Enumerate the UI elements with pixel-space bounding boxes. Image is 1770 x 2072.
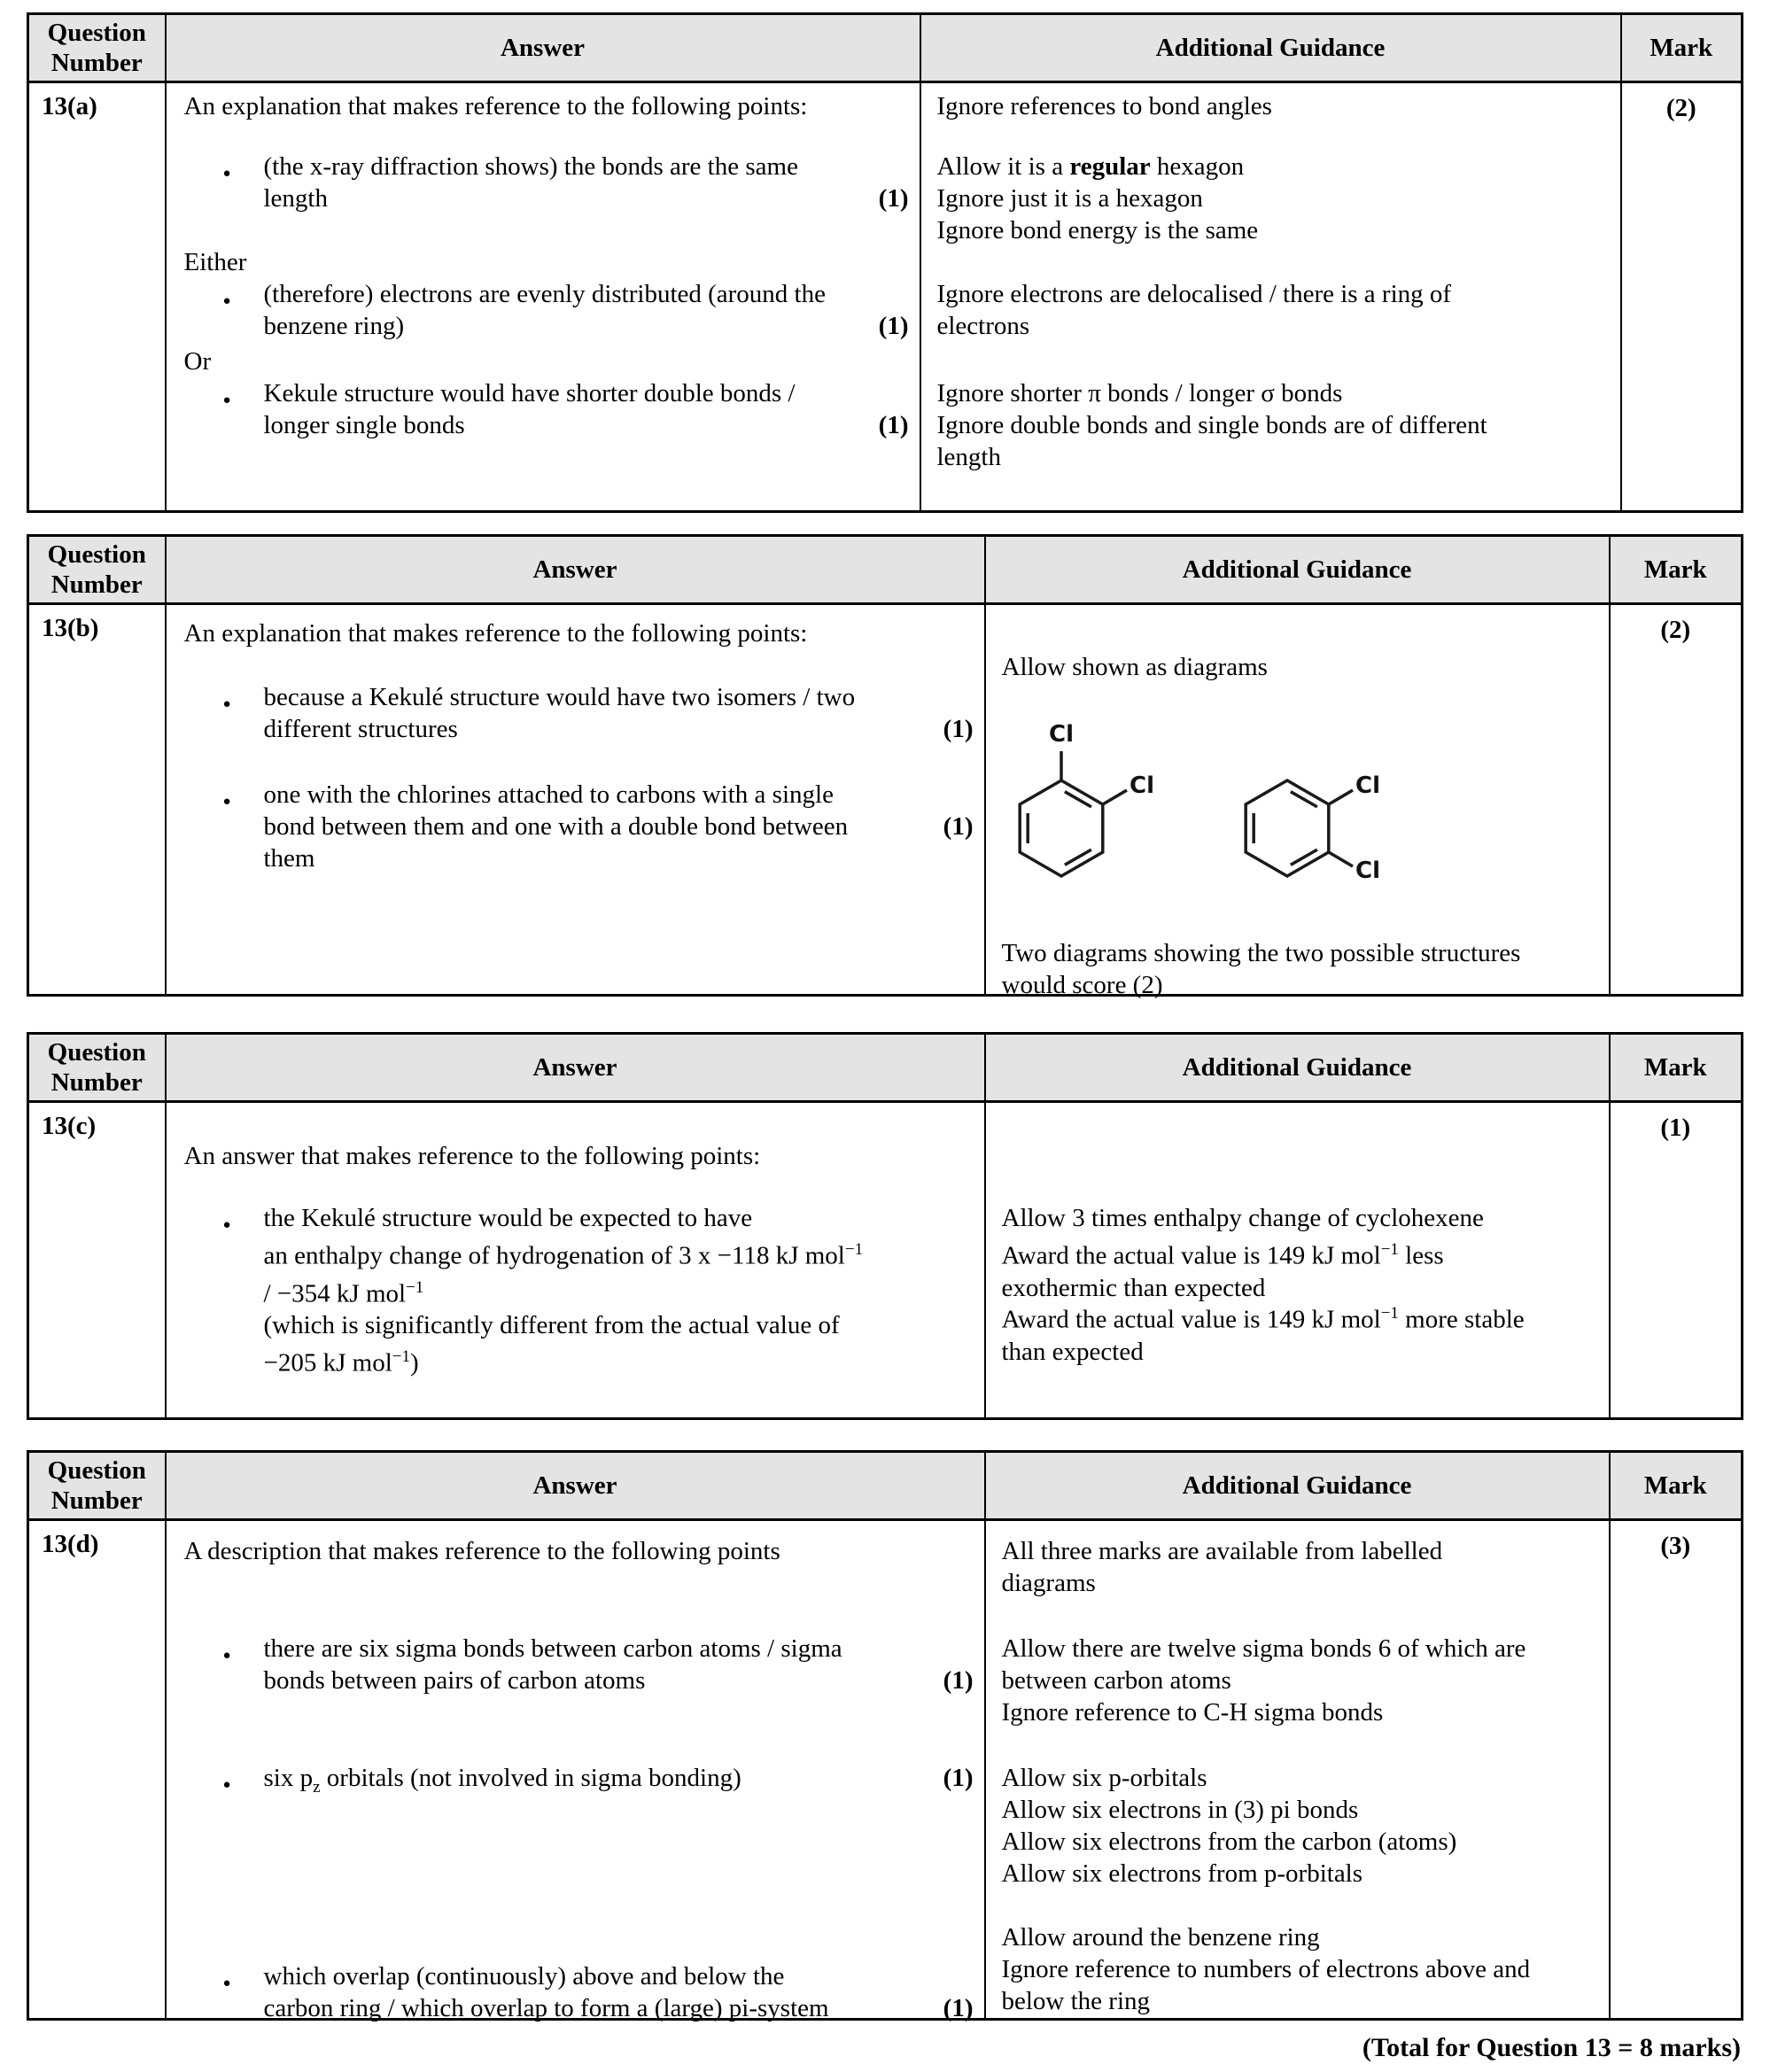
bullet-item [223,151,798,214]
point-mark: (1) [943,812,974,841]
table-13d-body-row [28,1520,1743,2020]
guidance-cell [920,82,1621,512]
question-number-cell [28,1102,166,1419]
guidance-line: Allow six p-orbitals [1001,1764,1207,1792]
point-mark: (1) [943,1666,974,1695]
guidance-line: Ignore references to bond angles [936,92,1272,120]
table-13c [27,1032,1743,1420]
guidance-line: Allow it is a regular hexagon [936,152,1245,181]
table-13c-header-row [28,1034,1743,1102]
table-13b-body-row [28,604,1743,996]
kekule-structure-2 [1246,772,1380,884]
bullet-dot-icon: ● [222,1976,231,1991]
col-header-question-number: Question Number [28,1452,166,1520]
answer-intro: An explanation that makes reference to the following points: [183,619,808,648]
bullet-text: six $p_z$ orbitals (not involved in sigma bonding) [263,1764,741,1797]
col-header-mark: Mark [1610,1034,1743,1102]
mark-value: (2) [1660,616,1691,644]
col-header-answer: Answer [166,1452,985,1520]
table-13b [27,534,1743,997]
table-13a-body-row [28,82,1743,512]
bullet-dot-icon: ● [222,167,231,181]
bullet-text: (the x-ray diffraction shows) the bonds are the same length [263,152,798,213]
bullet-item [223,1633,842,1696]
mark-cell [1610,1520,1743,2020]
bullet-text: Kekule structure would have shorter double bonds / longer single bonds [263,379,796,439]
question-number-cell [28,82,166,512]
point-mark: (1) [878,184,909,213]
guidance-line: Award the actual value is 149 kJ mol$^{-1}$ more stable than expected [1001,1304,1525,1366]
guidance-line: Allow there are twelve sigma bonds 6 of which are between carbon atoms [1001,1634,1526,1695]
bullet-item [223,377,796,441]
mark-value: (1) [1660,1114,1691,1142]
either-label: Either [183,248,247,276]
cl-label: Cl [1355,858,1380,884]
col-header-mark: Mark [1610,1452,1743,1520]
point-mark: (1) [878,312,909,340]
guidance-cell [985,604,1610,999]
bullet-text: because a Kekulé structure would have two isomers / two different structures [263,683,856,743]
mark-value: (3) [1660,1532,1691,1560]
question-number: 13(b) [42,614,99,642]
bullet-text: one with the chlorines attached to carbons with a single bond between them and one with a double bond between them [263,780,849,873]
bullet-dot-icon: ● [222,697,231,711]
bullet-dot-icon: ● [222,294,231,308]
col-header-mark: Mark [1621,14,1743,82]
col-header-additional-guidance: Additional Guidance [920,14,1621,82]
kekule-structure-1 [1020,721,1154,876]
col-header-answer: Answer [166,1034,985,1102]
question-number: 13(c) [42,1112,97,1140]
col-header-mark: Mark [1610,536,1743,604]
point-mark: (1) [943,715,974,743]
table-13d [27,1450,1743,2021]
col-header-question-number: Question Number [28,536,166,604]
col-header-question-number: Question Number [28,1034,166,1102]
bullet-dot-icon: ● [222,1649,231,1663]
question-number: 13(d) [42,1530,99,1558]
guidance-line: Allow six electrons from the carbon (atoms) [1001,1828,1457,1856]
guidance-line: Ignore reference to numbers of electrons above and below the ring [1001,1955,1531,2015]
question-number: 13(a) [42,92,97,120]
guidance-line: Allow shown as diagrams [1001,653,1268,681]
guidance-line: Allow 3 times enthalpy change of cyclohexene [1001,1204,1484,1232]
answer-cell [166,1102,985,1419]
table-13b-header-row [28,536,1743,604]
bullet-text: the Kekulé structure would be expected to have an enthalpy change of hydrogenation of 3 x −118 kJ mol$^{-1}$ / −354 kJ mol$^{-1}$ (which is significantly different from the actual value of −205 kJ mol$^{-1}$) [263,1204,864,1377]
answer-cell [166,604,985,996]
guidance-line: Ignore shorter π bonds / longer σ bonds [936,379,1343,407]
bullet-item [223,1960,829,2024]
guidance-line: Ignore just it is a hexagon [936,184,1203,213]
col-header-additional-guidance: Additional Guidance [985,536,1610,604]
answer-intro: A description that makes reference to the following points [183,1537,780,1565]
bullet-item [223,681,856,745]
bullet-dot-icon: ● [222,795,231,809]
answer-cell [166,82,920,512]
bullet-dot-icon: ● [222,1778,231,1792]
guidance-line: Allow six electrons from p-orbitals [1001,1859,1363,1888]
dichlorobenzene-isomers-diagram [995,713,1491,887]
bullet-item [223,278,827,342]
point-mark: (1) [943,1994,974,2022]
question-total: (Total for Question 13 = 8 marks) [1362,2033,1741,2062]
point-mark: (1) [878,411,909,439]
cl-label: Cl [1355,772,1380,799]
answer-intro: An answer that makes reference to the following points: [183,1142,761,1170]
cl-label: Cl [1129,772,1154,799]
mark-cell [1610,604,1743,996]
guidance-line: All three marks are available from labelled diagrams [1001,1537,1443,1597]
table-13c-body-row [28,1102,1743,1419]
bullet-text: there are six sigma bonds between carbon atoms / sigma bonds between pairs of carbon atoms [263,1634,842,1695]
guidance-line: Award the actual value is 149 kJ mol$^{-1}$ less exothermic than expected [1001,1240,1444,1302]
mark-cell [1610,1102,1743,1419]
guidance-cell [985,1520,1610,2020]
table-13a-header-row [28,14,1743,82]
table-13d-header-row [28,1452,1743,1520]
bullet-item [223,779,849,874]
col-header-additional-guidance: Additional Guidance [985,1452,1610,1520]
col-header-question-number: Question Number [28,14,166,82]
bullet-dot-icon: ● [222,1218,231,1232]
cl-label: Cl [1048,721,1074,748]
bullet-item [223,1202,864,1379]
col-header-answer: Answer [166,536,985,604]
table-13a [27,12,1743,513]
point-mark: (1) [943,1764,974,1792]
or-label: Or [183,347,212,376]
guidance-cell [985,1102,1610,1419]
bullet-text: which overlap (continuously) above and below the carbon ring / which overlap to form a (large) pi-system [263,1962,829,2022]
guidance-line: Two diagrams showing the two possible structures would score (2) [1001,939,1521,999]
guidance-line: Allow around the benzene ring [1001,1923,1320,1952]
guidance-line: Ignore bond energy is the same [936,216,1259,244]
guidance-line: Allow six electrons in (3) pi bonds [1001,1796,1359,1824]
answer-cell [166,1520,985,2020]
bullet-dot-icon: ● [222,393,231,407]
guidance-line: Ignore reference to C-H sigma bonds [1001,1698,1384,1727]
mark-value: (2) [1665,94,1696,122]
guidance-line: Ignore double bonds and single bonds are of different length [936,411,1487,471]
col-header-answer: Answer [166,14,920,82]
guidance-line: Ignore electrons are delocalised / there is a ring of electrons [936,280,1452,340]
col-header-additional-guidance: Additional Guidance [985,1034,1610,1102]
question-number-cell [28,1520,166,2020]
mark-cell [1621,82,1743,512]
bullet-item [223,1762,741,1804]
bullet-text: (therefore) electrons are evenly distributed (around the benzene ring) [263,280,826,340]
question-number-cell [28,604,166,996]
answer-intro: An explanation that makes reference to the following points: [183,92,808,120]
